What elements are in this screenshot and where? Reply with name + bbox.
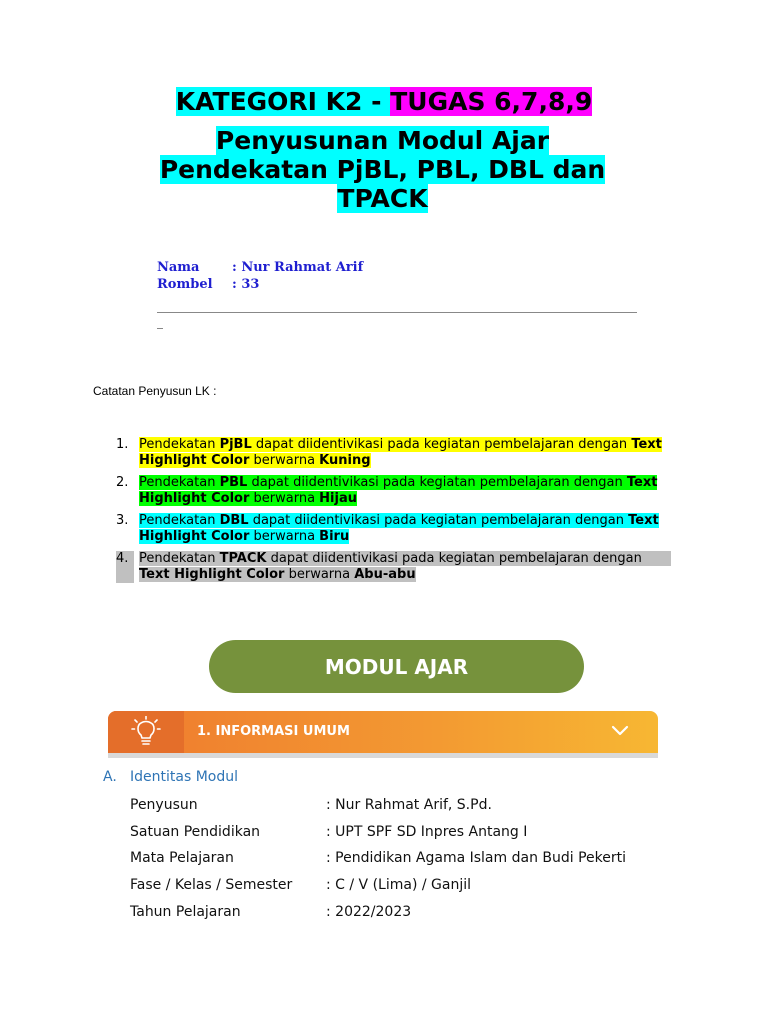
page-title <box>0 86 768 118</box>
row-label: Penyusun <box>130 797 198 813</box>
row-label: Tahun Pelajaran <box>130 903 241 920</box>
highlight-list <box>116 437 681 589</box>
color-name: Biru <box>319 529 350 544</box>
tool-name: Text Highlight Color <box>139 513 659 544</box>
list-item <box>116 437 681 469</box>
list-text: Pendekatan PjBL dapat diidentivikasi pada kegiatan pembelajaran dengan Text Highlight Color berwarna Kuning <box>139 437 662 468</box>
list-number: 2. <box>116 475 129 490</box>
row-label: Fase / Kelas / Semester <box>130 877 293 894</box>
list-number: 1. <box>116 437 129 452</box>
row-value: : Pendidikan Agama Islam dan Budi Pekerti <box>326 850 627 867</box>
color-name: Kuning <box>319 453 371 468</box>
tool-name: Text Highlight Color <box>139 437 662 468</box>
row-value: : Nur Rahmat Arif, S.Pd. <box>326 797 492 813</box>
tool-name: Text Highlight Color <box>139 567 285 582</box>
approach-term: TPACK <box>219 551 267 566</box>
rombel-label: Rombel <box>157 277 213 292</box>
approach-term: DBL <box>219 513 249 528</box>
color-name: Abu-abu <box>354 567 416 582</box>
modul-ajar-label: MODUL AJAR <box>324 654 469 679</box>
list-text: Pendekatan TPACK dapat diidentivikasi pada kegiatan pembelajaran dengan Text Highlight Color berwarna Abu-abu <box>139 551 671 582</box>
identitas-heading <box>103 769 238 785</box>
list-number: 4. <box>116 551 134 583</box>
list-text: Pendekatan PBL dapat diidentivikasi pada kegiatan pembelajaran dengan Text Highlight Color berwarna Hijau <box>139 475 658 506</box>
note-label: Catatan Penyusun LK : <box>93 384 217 398</box>
identitas-table <box>130 795 626 928</box>
section-title: 1. INFORMASI UMUM <box>197 724 350 739</box>
table-row <box>130 875 626 902</box>
divider-line-tail: _ <box>157 315 163 329</box>
color-name: Hijau <box>319 491 357 506</box>
heading-text: Identitas Modul <box>130 769 238 785</box>
list-item <box>116 551 681 583</box>
list-number: 3. <box>116 513 129 528</box>
table-row <box>130 795 626 822</box>
list-item <box>116 513 681 545</box>
approach-term: PjBL <box>219 437 252 452</box>
title-part2: TUGAS 6,7,8,9 <box>390 87 593 116</box>
approach-term: PBL <box>219 475 248 490</box>
row-value: : UPT SPF SD Inpres Antang I <box>326 823 528 840</box>
row-label: Mata Pelajaran <box>130 850 234 867</box>
heading-letter: A. <box>103 769 117 785</box>
row-value: : 2022/2023 <box>326 903 412 920</box>
subtitle-text: Penyusunan Modul Ajar Pendekatan PjBL, PBL, DBL dan TPACK <box>159 126 606 213</box>
author-rombel-row <box>157 276 259 293</box>
author-name-row <box>157 259 363 276</box>
section-bar-shadow <box>108 753 658 758</box>
name-value: : Nur Rahmat Arif <box>232 260 364 275</box>
section-header-informasi-umum[interactable] <box>108 711 658 753</box>
list-text: Pendekatan DBL dapat diidentivikasi pada kegiatan pembelajaran dengan Text Highlight Color berwarna Biru <box>139 513 659 544</box>
row-value: : C / V (Lima) / Ganjil <box>326 877 472 894</box>
title-part1: KATEGORI K2 - <box>175 87 391 116</box>
row-label: Satuan Pendidikan <box>130 823 261 840</box>
chevron-down-icon[interactable] <box>610 723 630 743</box>
modul-ajar-banner <box>209 640 584 693</box>
rombel-value: : 33 <box>232 277 260 292</box>
divider-line: ________________________________________________________________________________ <box>157 299 637 313</box>
page-subtitle <box>150 126 615 213</box>
table-row <box>130 902 626 929</box>
lightbulb-icon <box>108 711 184 753</box>
name-label: Nama <box>157 260 200 275</box>
tool-name: Text Highlight Color <box>139 475 658 506</box>
list-item <box>116 475 681 507</box>
table-row <box>130 822 626 849</box>
table-row <box>130 848 626 875</box>
